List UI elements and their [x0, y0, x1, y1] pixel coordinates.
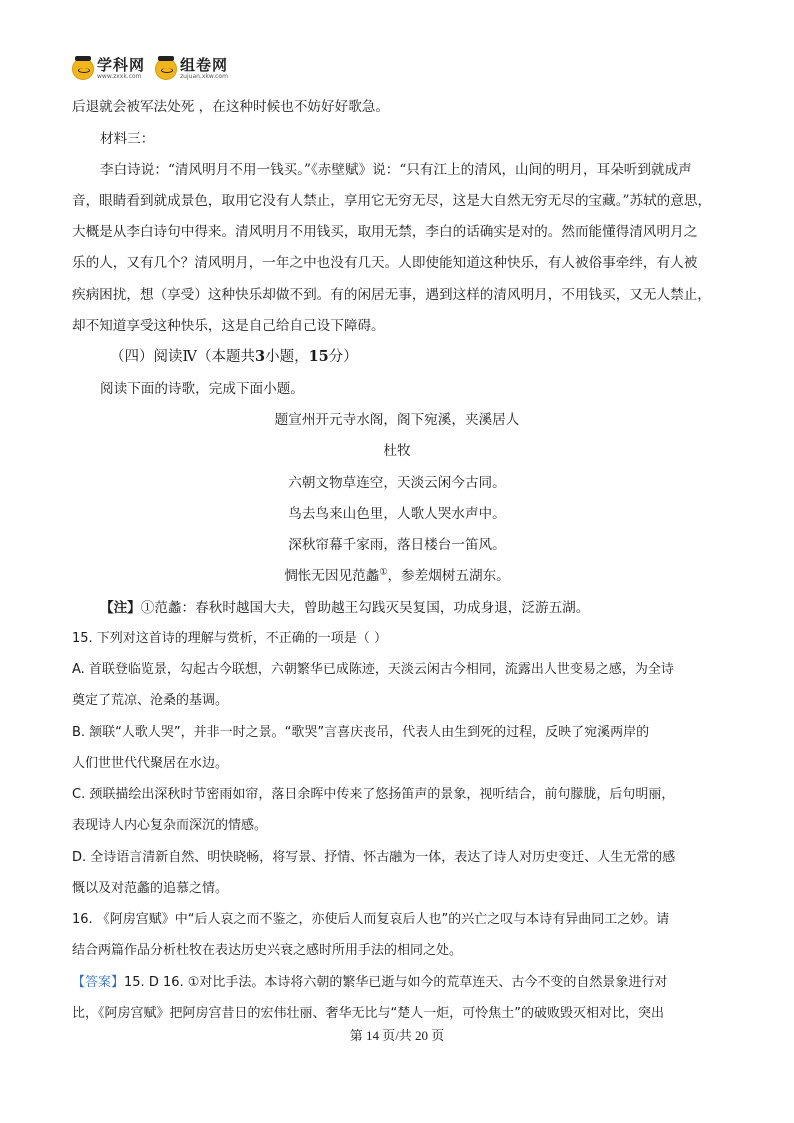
option-c: C. 颈联描绘出深秋时节密雨如帘，落日余晖中传来了悠扬笛声的景象，视听结合，前句朦胧，后句明丽， [72, 787, 675, 802]
question-16: 16. 《阿房宫赋》中“后人哀之而不鉴之，亦使后人而复哀后人也”的兴亡之叹与本诗有异曲同工之妙。请 [72, 912, 670, 927]
poem-line: 鸟去鸟来山色里，人歌人哭水声中。 [288, 506, 506, 522]
option-b: B. 颔联“人歌人哭”，并非一时之景。“歌哭”言喜庆丧吊，代表人由生到死的过程，反映了宛溪两岸的 [72, 725, 650, 740]
brand-zxxk [72, 58, 145, 80]
brand-url: zujuan.xkw.com [180, 73, 228, 80]
material-para-line: 李白诗说：“清风明月不用一钱买。”《赤壁赋》说：“只有江上的清风，山间的明月，耳朵听到就成声 [100, 162, 692, 178]
page-number: 第 14 页/共 20 页 [349, 1028, 445, 1043]
material-para-line: 音，眼睛看到就成景色，取用它没有人禁止，享用它无穷无尽，这是大自然无穷无尽的宝藏。”苏轼的意思， [72, 193, 712, 209]
brand-name: 组卷网 [180, 56, 229, 74]
material-para-line: 乐的人，又有几个？清风明月，一年之中也没有几天。人即使能知道这种快乐，有人被俗事牵绊，有人被 [72, 255, 698, 271]
answer-label: 【答案】 [72, 975, 125, 990]
brand-name: 学科网 [97, 56, 146, 74]
answer-line: 比，《阿房宫赋》把阿房宫昔日的宏伟壮丽、奢华无比与“楚人一炬，可怜焦土”的破败毁灭相对比，突出 [72, 1006, 664, 1021]
answer-line: 【答案】15. D 16. ①对比手法。本诗将六朝的繁华已逝与如今的荒草连天、古今不变的自然景象进行对 [72, 975, 668, 990]
brand-zujuan [155, 58, 228, 80]
poem-note: 【注】①范蠡：春秋时越国大夫，曾助越王勾践灭吴复国，功成身退，泛游五湖。 [100, 600, 590, 616]
poem-line: 六朝文物草连空，天淡云闲今古同。 [288, 475, 506, 491]
option-b: 人们世世代代聚居在水边。 [72, 756, 229, 771]
option-d: 慨以及对范蠡的追慕之情。 [72, 881, 229, 896]
header-logos [72, 58, 228, 80]
option-d: D. 全诗语言清新自然、明快晓畅，将写景、抒情、怀古融为一体，表达了诗人对历史变迁、人生无常的感 [72, 850, 676, 865]
material-para-line: 疾病困扰，想（享受）这种快乐却做不到。有的闲居无事，遇到这样的清风明月，不用钱买，又无人禁止， [72, 287, 711, 303]
question-15: 15. 下列对这首诗的理解与赏析，不正确的一项是（ ） [72, 631, 387, 646]
poem-title: 题宣州开元寺水阁，阁下宛溪，夹溪居人 [274, 412, 520, 428]
section-heading: （四）阅读Ⅳ（本题共3小题，15分） [110, 348, 358, 365]
option-c: 表现诗人内心复杂而深沉的情感。 [72, 818, 268, 833]
poem-line: 深秋帘幕千家雨，落日楼台一笛风。 [288, 537, 506, 553]
option-a: 奠定了荒凉、沧桑的基调。 [72, 693, 229, 708]
poem-line: 惆怅无因见范蠡①，参差烟树五湖东。 [284, 567, 510, 584]
owl-logo-icon [155, 58, 177, 80]
material-line: 后退就会被军法处死 ，在这种时候也不妨好好歌急。 [72, 99, 389, 115]
option-a: A. 首联登临览景，勾起古今联想，六朝繁华已成陈迹，天淡云闲古今相同，流露出人世变易之感，为全诗 [72, 662, 674, 677]
material-para-line: 却不知道享受这种快乐，这是自己给自己设下障碍。 [72, 318, 385, 334]
material-label: 材料三： [100, 131, 155, 147]
owl-logo-icon [72, 58, 94, 80]
question-16: 结合两篇作品分析杜牧在表达历史兴衰之感时所用手法的相同之处。 [72, 943, 463, 958]
section-instruction: 阅读下面的诗歌，完成下面小题。 [100, 381, 304, 397]
brand-url: www.zxxk.com [97, 73, 142, 80]
poem-author: 杜牧 [383, 443, 411, 459]
material-para-line: 大概是从李白诗句中得来。清风明月不用钱买，取用无禁，李白的话确实是对的。然而能懂得清风明月之 [72, 224, 698, 240]
